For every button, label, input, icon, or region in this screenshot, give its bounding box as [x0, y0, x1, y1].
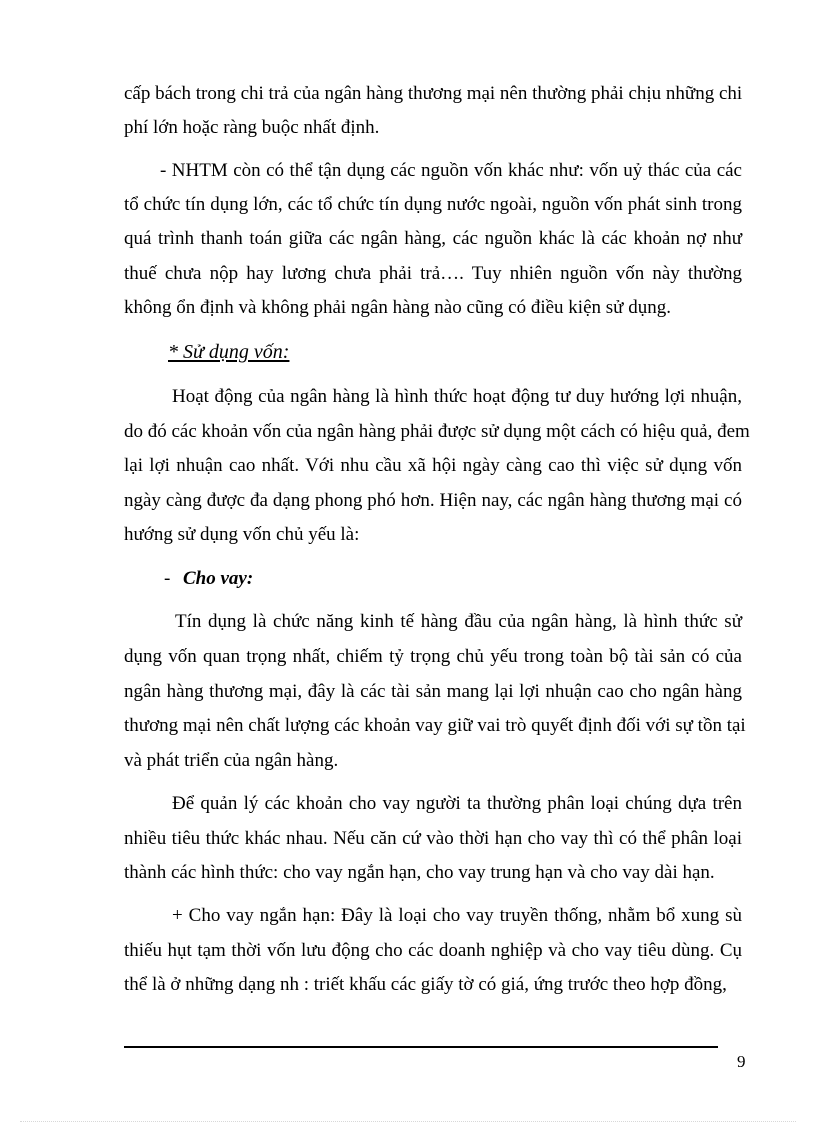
body-text-line: thương mại nên chất lượng các khoản vay giữ vai trò quyết định đối với sự tồn tại: [124, 715, 746, 736]
body-text-line: Tín dụng là chức năng kinh tế hàng đầu của ngân hàng, là hình thức sử: [175, 611, 742, 632]
body-text-line: dụng vốn quan trọng nhất, chiếm tỷ trọng chủ yếu trong toàn bộ tài sản có của: [124, 646, 742, 667]
body-text-line: thành các hình thức: cho vay ngắn hạn, cho vay trung hạn và cho vay dài hạn.: [124, 862, 715, 883]
body-text-line: phí lớn hoặc ràng buộc nhất định.: [124, 117, 380, 138]
page-bottom-border: [20, 1121, 796, 1122]
body-text-line: thể là ở những dạng nh : triết khấu các giấy tờ có giá, ứng trước theo hợp đồng,: [124, 974, 727, 995]
section-heading-su-dung-von: * Sử dụng vốn:: [168, 341, 290, 363]
body-text-line: thiếu hụt tạm thời vốn lưu động cho các doanh nghiệp và cho vay tiêu dùng. Cụ: [124, 940, 742, 961]
subheading-cho-vay: Cho vay:: [183, 568, 254, 589]
body-text-line: Hoạt động của ngân hàng là hình thức hoạt động tư duy hướng lợi nhuận,: [172, 386, 742, 407]
page-number: 9: [737, 1052, 746, 1071]
body-text-line: và phát triển của ngân hàng.: [124, 750, 339, 771]
body-text-line: quá trình thanh toán giữa các ngân hàng, các nguồn khác là các khoản nợ như: [124, 228, 742, 249]
body-text-line: cấp bách trong chi trả của ngân hàng thương mại nên thường phải chịu những chi: [124, 83, 743, 104]
body-text-line: Để quản lý các khoản cho vay người ta thường phân loại chúng dựa trên: [172, 793, 742, 814]
body-text-line: nhiều tiêu thức khác nhau. Nếu căn cứ vào thời hạn cho vay thì có thể phân loại: [124, 828, 742, 849]
body-text-line: lại lợi nhuận cao nhất. Với nhu cầu xã hội ngày càng cao thì việc sử dụng vốn: [124, 455, 742, 476]
body-text-line: ngày càng được đa dạng phong phó hơn. Hiện nay, các ngân hàng thương mại có: [124, 490, 742, 511]
list-bullet-dash: -: [164, 568, 171, 589]
body-text-line: không ổn định và không phải ngân hàng nào cũng có điều kiện sử dụng.: [124, 297, 671, 318]
body-text-line: + Cho vay ngắn hạn: Đây là loại cho vay truyền thống, nhằm bổ xung sù: [172, 905, 742, 926]
body-text-line: hướng sử dụng vốn chủ yếu là:: [124, 524, 360, 545]
body-text-line: do đó các khoản vốn của ngân hàng phải được sử dụng một cách có hiệu quả, đem: [124, 421, 750, 442]
body-text-line: - NHTM còn có thể tận dụng các nguồn vốn khác như: vốn uỷ thác của các: [160, 160, 742, 181]
body-text-line: tổ chức tín dụng lớn, các tổ chức tín dụng nước ngoài, nguồn vốn phát sinh trong: [124, 194, 742, 215]
body-text-line: thuế chưa nộp hay lương chưa phải trả…. Tuy nhiên nguồn vốn này thường: [124, 263, 742, 284]
body-text-line: ngân hàng thương mại, đây là các tài sản mang lại lợi nhuận cao cho ngân hàng: [124, 681, 742, 702]
footer-divider: [124, 1046, 718, 1048]
